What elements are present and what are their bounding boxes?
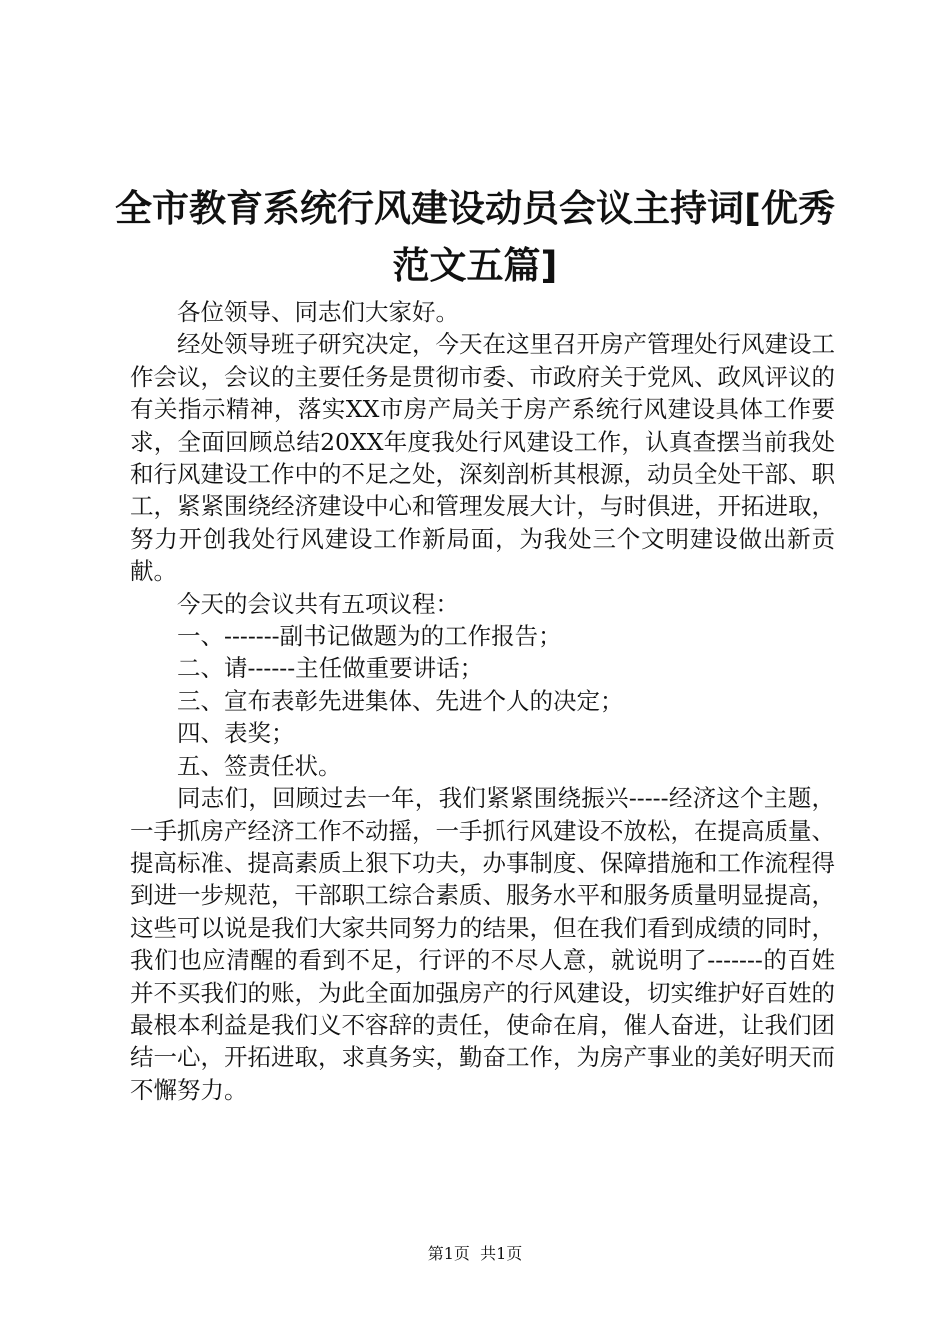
paragraph-greeting: 各位领导、同志们大家好。: [177, 298, 459, 326]
title-line-1: 全市教育系统行风建设动员会议主持词[优秀: [115, 187, 835, 230]
agenda-item-1: 一、-------副书记做题为的工作报告；: [177, 622, 562, 651]
paragraph-closing: 同志们，回顾过去一年，我们紧紧围绕振兴-----经济这个主题，一手抓房产经济工作不动摇，一手抓行风建设不放松，在提高质量、提高标准、提高素质上狠下功夫，办事制度、保障措施和工作流程得到进一步规范，干部职工综合素质、服务水平和服务质量明显提高，这些可以说是我们大家共同努力的结果，但在我们看到成绩的同时，我们也应清醒的看到不足，行评的不尽人意，就说明了-------的百姓并不买我们的账，为此全面加强房产的行风建设，切实维护好百姓的最根本利益是我们义不容辞的责任，使命在肩，催人奋进，让我们团结一心，开拓进取，求真务实，勤奋工作，为房产事业的美好明天而不懈努力。: [130, 784, 835, 1104]
page-footer: [0, 1243, 950, 1265]
document-title: [110, 180, 840, 294]
page-number: 第1页: [427, 1244, 470, 1263]
page-total: 共1页: [480, 1244, 523, 1263]
paragraph-agenda-heading: 今天的会议共有五项议程：: [177, 589, 459, 618]
agenda-item-4: 四、表奖；: [177, 719, 295, 748]
agenda-item-5: 五、签责任状。: [177, 751, 342, 780]
title-line-2: 范文五篇]: [392, 244, 558, 287]
document-body: [130, 296, 835, 1106]
paragraph-intro: 经处领导班子研究决定，今天在这里召开房产管理处行风建设工作会议，会议的主要任务是贯彻市委、市政府关于党风、政风评议的有关指示精神，落实XX市房产局关于房产系统行风建设具体工作要求，全面回顾总结20XX年度我处行风建设工作，认真查摆当前我处和行风建设工作中的不足之处，深刻剖析其根源，动员全处干部、职工，紧紧围绕经济建设中心和管理发展大计，与时俱进，开拓进取，努力开创我处行风建设工作新局面，为我处三个文明建设做出新贡献。: [130, 330, 835, 586]
agenda-item-2: 二、请------主任做重要讲话；: [177, 654, 484, 683]
agenda-item-3: 三、宣布表彰先进集体、先进个人的决定；: [177, 686, 624, 715]
